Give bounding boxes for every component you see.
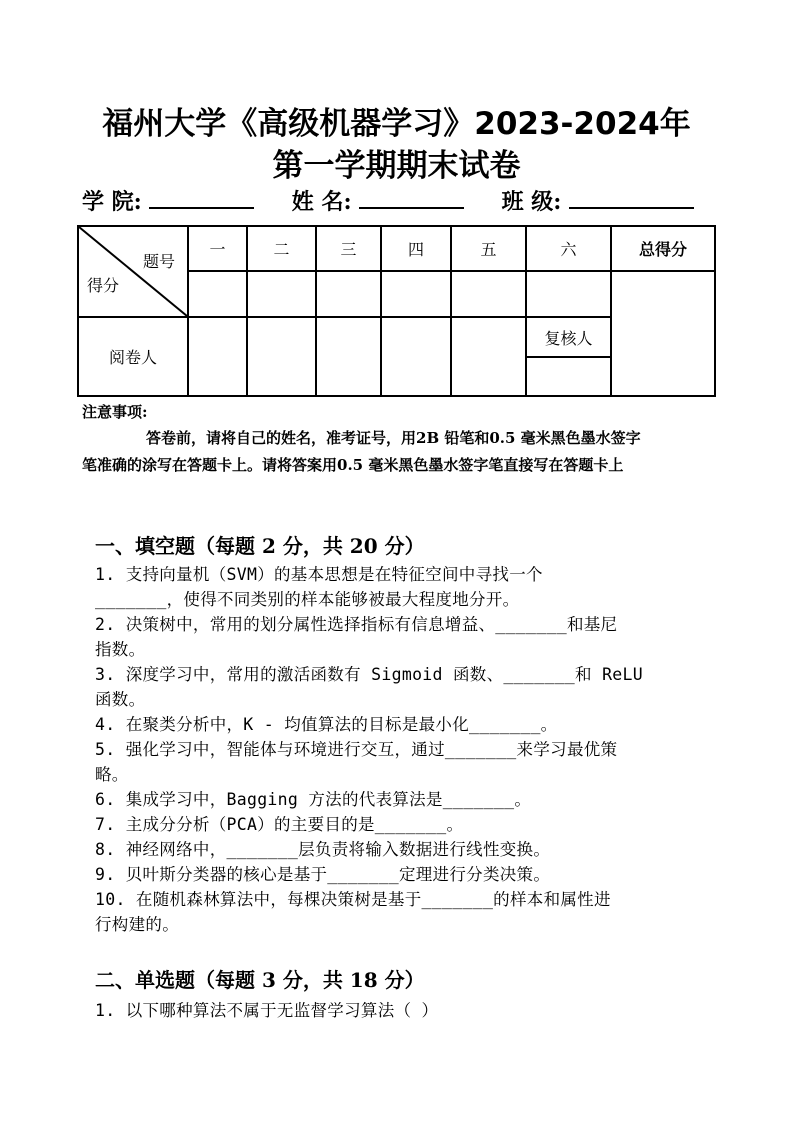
- college-label: 学 院:: [82, 189, 142, 215]
- col-header-5: 五: [450, 225, 527, 272]
- question-line: 9. 贝叶斯分类器的核心是基于_______定理进行分类决策。: [95, 865, 551, 884]
- grader-cell-2[interactable]: [246, 316, 317, 397]
- question-line: 1. 支持向量机（SVM）的基本思想是在特征空间中寻找一个: [95, 565, 543, 584]
- question-line: 函数。: [95, 690, 146, 709]
- score-cell-2[interactable]: [246, 270, 317, 318]
- exam-title-line2: 第一学期期末试卷: [272, 148, 521, 184]
- grader-cell-5[interactable]: [450, 316, 527, 397]
- col-header-1: 一: [187, 225, 248, 272]
- question-line: _______，使得不同类别的样本能够被最大程度地分开。: [95, 590, 520, 609]
- question-number-label: 题号: [142, 252, 175, 271]
- question-line: 2. 决策树中，常用的划分属性选择指标有信息增益、_______和基尼: [95, 615, 618, 634]
- question-line: 6. 集成学习中，Bagging 方法的代表算法是_______。: [95, 790, 532, 809]
- section2-heading: 二、单选题（每题 3 分，共 18 分）: [95, 968, 425, 992]
- col-header-6: 六: [525, 225, 612, 272]
- class-label: 班 级:: [501, 189, 562, 215]
- col-header-3: 三: [315, 225, 382, 272]
- reviewer-cell[interactable]: [525, 356, 612, 397]
- grader-cell-3[interactable]: [315, 316, 382, 397]
- col-header-total: 总得分: [610, 225, 716, 272]
- score-label: 得分: [87, 276, 120, 295]
- question-line: 4. 在聚类分析中，K - 均值算法的目标是最小化_______。: [95, 715, 558, 734]
- question-line: 指数。: [95, 640, 146, 659]
- grader-cell-4[interactable]: [380, 316, 452, 397]
- question-line: 略。: [95, 765, 129, 784]
- section1-heading: 一、填空题（每题 2 分，共 20 分）: [95, 534, 425, 558]
- college-field[interactable]: [149, 187, 254, 209]
- score-cell-1[interactable]: [187, 270, 248, 318]
- score-cell-3[interactable]: [315, 270, 382, 318]
- score-cell-6[interactable]: [525, 270, 612, 318]
- grader-label-cell: 阅卷人: [77, 316, 189, 397]
- reviewer-label-cell: 复核人: [525, 316, 612, 358]
- question-line: 7. 主成分分析（PCA）的主要目的是_______。: [95, 815, 464, 834]
- score-cell-5[interactable]: [450, 270, 527, 318]
- total-score-cell[interactable]: [610, 270, 716, 397]
- notes-line-1: 答卷前，请将自己的姓名，准考证号，用2B 铅笔和0.5 毫米黑色墨水签字: [146, 429, 641, 447]
- question-line: 3. 深度学习中，常用的激活函数有 Sigmoid 函数、_______和 ReLU: [95, 665, 644, 684]
- col-header-4: 四: [380, 225, 452, 272]
- question-line: 行构建的。: [95, 915, 179, 934]
- name-label: 姓 名:: [291, 189, 352, 215]
- grader-cell-1[interactable]: [187, 316, 248, 397]
- question-line: 1. 以下哪种算法不属于无监督学习算法（ ）: [95, 1001, 439, 1020]
- col-header-2: 二: [246, 225, 317, 272]
- class-field[interactable]: [569, 187, 694, 209]
- question-line: 8. 神经网络中，_______层负责将输入数据进行线性变换。: [95, 840, 551, 859]
- name-field[interactable]: [359, 187, 464, 209]
- exam-title-line1: 福州大学《高级机器学习》2023-2024年: [102, 106, 691, 142]
- notes-heading: 注意事项:: [82, 403, 148, 421]
- question-line: 10. 在随机森林算法中，每棵决策树是基于_______的样本和属性进: [95, 890, 611, 909]
- student-info-row: [82, 185, 694, 216]
- question-line: 5. 强化学习中，智能体与环境进行交互，通过_______来学习最优策: [95, 740, 618, 759]
- notes-line-2: 笔准确的涂写在答题卡上。请将答案用0.5 毫米黑色墨水签字笔直接写在答题卡上: [82, 456, 624, 474]
- score-cell-4[interactable]: [380, 270, 452, 318]
- diagonal-header-cell: [77, 225, 189, 318]
